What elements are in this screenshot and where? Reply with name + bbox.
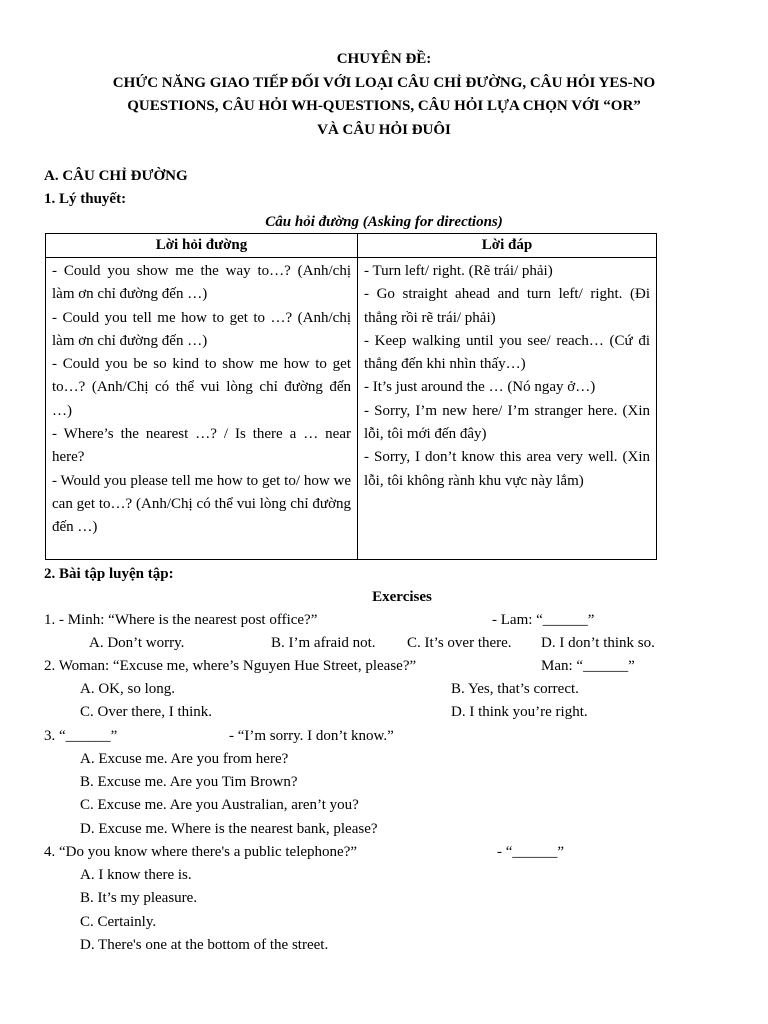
- list-item: - Sorry, I’m new here/ I’m stranger here. (Xin lỗi, tôi mới đến đây): [364, 402, 650, 443]
- practice-heading: 2. Bài tập luyện tập:: [44, 566, 174, 582]
- q3-stem: 3. “______”: [44, 728, 118, 744]
- exercises-title: Exercises: [372, 589, 432, 605]
- q1-stem: 1. - Minh: “Where is the nearest post office?”: [44, 612, 318, 628]
- q1-option-d: D. I don’t think so.: [541, 635, 655, 651]
- list-item: - Could you tell me how to get to …? (Anh/chị làm ơn chỉ đường đến …): [52, 309, 351, 349]
- list-item: - Could you show me the way to…? (Anh/chị làm ơn chỉ đường đến …): [52, 263, 351, 303]
- q4-option-a: A. I know there is.: [80, 867, 192, 883]
- q1-option-c: C. It’s over there.: [407, 635, 512, 651]
- q2-reply: Man: “______”: [541, 658, 635, 674]
- section-a-heading: A. CÂU CHỈ ĐƯỜNG: [44, 168, 188, 184]
- list-item: - Go straight ahead and turn left/ right. (Đi thẳng rồi rẽ trái/ phải): [364, 286, 650, 326]
- q3-option-c: C. Excuse me. Are you Australian, aren’t you?: [80, 797, 359, 813]
- q3-option-d: D. Excuse me. Where is the nearest bank, please?: [80, 821, 378, 837]
- theory-heading: 1. Lý thuyết:: [44, 191, 127, 207]
- list-item: - Turn left/ right. (Rẽ trái/ phải): [364, 263, 553, 279]
- q3-option-b: B. Excuse me. Are you Tim Brown?: [80, 774, 298, 790]
- q4-reply: - “______”: [497, 844, 565, 860]
- q4-stem: 4. “Do you know where there's a public telephone?”: [44, 844, 358, 860]
- response-cell: [358, 258, 657, 560]
- list-item: - Keep walking until you see/ reach… (Cứ đi thẳng đến khi nhìn thấy…): [364, 332, 650, 373]
- q3-option-a: A. Excuse me. Are you from here?: [80, 751, 289, 767]
- list-item: - Where’s the nearest …? / Is there a … near here?: [52, 426, 351, 466]
- document-title: [44, 48, 724, 142]
- q2-option-b: B. Yes, that’s correct.: [451, 681, 579, 697]
- list-item: - Would you please tell me how to get to/ how we can get to…? (Anh/Chị có thể vui lòng chỉ đường đến …): [52, 472, 351, 536]
- list-item: - Sorry, I don’t know this area very well. (Xin lỗi, tôi không rành khu vực này lắm): [364, 449, 650, 489]
- header-response: Lời đáp: [358, 234, 657, 258]
- list-item: - Could you be so kind to show me how to get to…? (Anh/Chị có thể vui lòng chỉ đường đến …): [52, 356, 351, 419]
- q3-reply: - “I’m sorry. I don’t know.”: [229, 728, 394, 744]
- table-row: [46, 258, 657, 560]
- q4-option-b: B. It’s my pleasure.: [80, 890, 198, 906]
- q4-option-c: C. Certainly.: [80, 914, 157, 930]
- list-item: - It’s just around the … (Nó ngay ở…): [364, 379, 596, 396]
- table-header-row: [46, 234, 657, 258]
- table-caption: Câu hỏi đường (Asking for directions): [265, 214, 503, 230]
- q1-option-b: B. I’m afraid not.: [271, 635, 376, 651]
- q1-reply: - Lam: “______”: [492, 612, 595, 628]
- q2-option-a: A. OK, so long.: [80, 681, 176, 697]
- title-line-2: CHỨC NĂNG GIAO TIẾP ĐỐI VỚI LOẠI CÂU CHỈ ĐƯỜNG, CÂU HỎI YES-NO: [112, 74, 656, 91]
- title-line-1: CHUYÊN ĐỀ:: [336, 51, 432, 67]
- q2-stem: 2. Woman: “Excuse me, where’s Nguyen Hue Street, please?”: [44, 658, 417, 674]
- q2-option-c: C. Over there, I think.: [80, 704, 213, 720]
- asking-cell: [46, 258, 358, 560]
- title-line-3: QUESTIONS, CÂU HỎI WH-QUESTIONS, CÂU HỎI LỰA CHỌN VỚI “OR”: [127, 98, 641, 114]
- header-asking: Lời hỏi đường: [46, 234, 358, 258]
- directions-table: [45, 233, 657, 560]
- q1-option-a: A. Don’t worry.: [89, 635, 185, 651]
- title-line-4: VÀ CÂU HỎI ĐUÔI: [317, 121, 451, 138]
- q2-option-d: D. I think you’re right.: [451, 704, 588, 720]
- q4-option-d: D. There's one at the bottom of the street.: [80, 937, 329, 953]
